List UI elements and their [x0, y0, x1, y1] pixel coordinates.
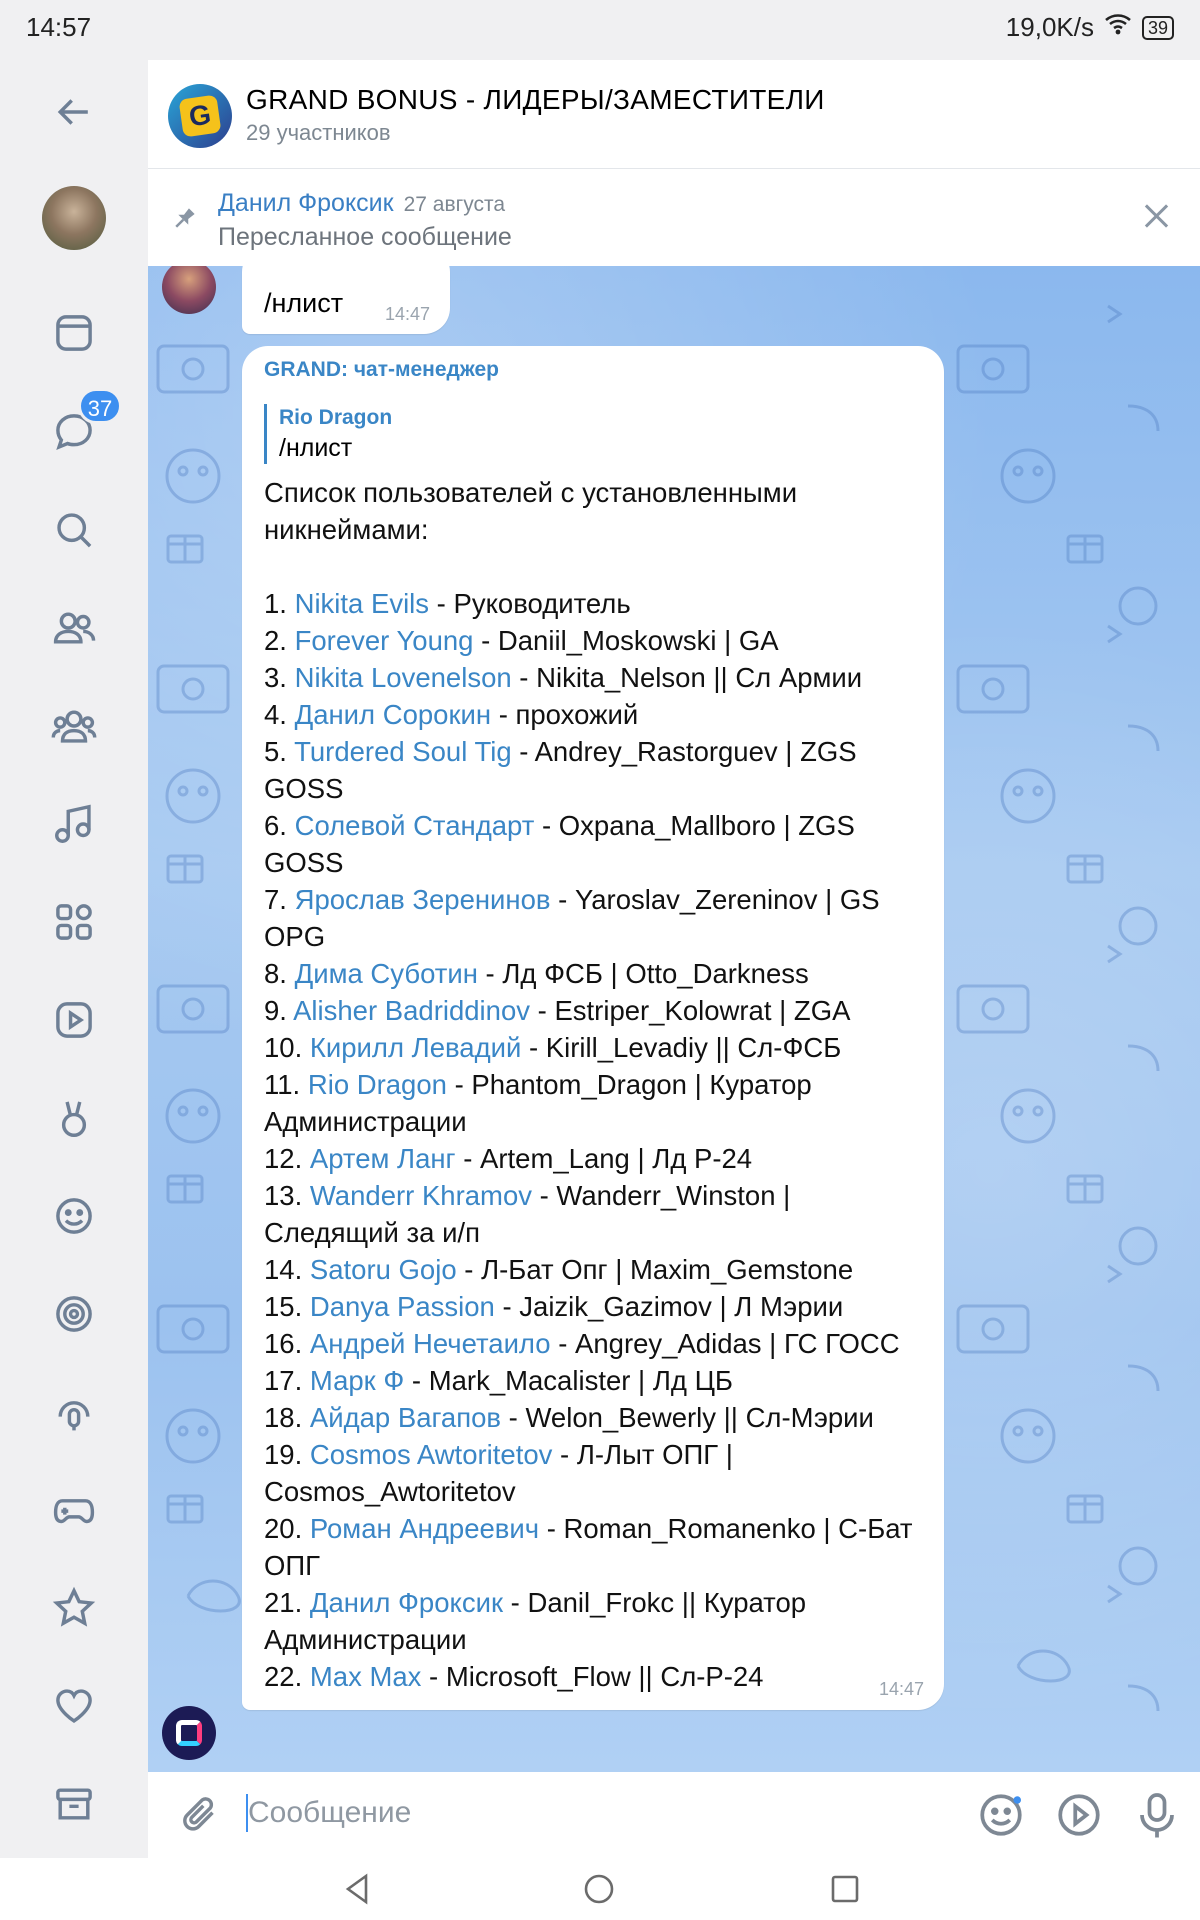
list-item: [264, 696, 924, 733]
list-item-number: 21.: [264, 1587, 303, 1618]
list-item: [264, 1436, 924, 1510]
message-composer: [148, 1772, 1200, 1858]
reply-author: Rio Dragon: [279, 406, 393, 429]
group-avatar-logo: G: [179, 95, 222, 138]
list-item-number: 12.: [264, 1143, 303, 1174]
list-item: [264, 992, 924, 1029]
list-item-number: 14.: [264, 1254, 303, 1285]
close-icon[interactable]: [1140, 199, 1174, 233]
message-bubble[interactable]: [242, 266, 450, 334]
bot-logo-icon: [176, 1720, 202, 1746]
list-item-description: - Phantom_Dragon | Куратор Администрации: [264, 1069, 812, 1137]
reply-text: /нлист: [279, 434, 353, 462]
pin-icon: [164, 199, 204, 239]
user-mention-link[interactable]: Солевой Стандарт: [294, 810, 535, 841]
games-icon[interactable]: [44, 1480, 104, 1540]
list-item-description: - Jaizik_Gazimov | Л Мэрии: [494, 1291, 844, 1322]
music-icon[interactable]: [44, 794, 104, 854]
profile-avatar[interactable]: [42, 186, 106, 250]
list-item-description: - Kirill_Levadiy || Сл-ФСБ: [521, 1032, 842, 1063]
pinned-sender-name: Данил Фроксик: [218, 189, 394, 217]
list-item: [264, 585, 924, 622]
user-mention-link[interactable]: Max Max: [309, 1661, 422, 1692]
likes-icon[interactable]: [44, 1676, 104, 1736]
list-item: [264, 881, 924, 955]
user-mention-link[interactable]: Ярослав Зеренинов: [294, 884, 551, 915]
user-mention-link[interactable]: Danya Passion: [309, 1291, 495, 1322]
list-item-number: 19.: [264, 1439, 303, 1470]
list-item-number: 11.: [264, 1069, 301, 1100]
user-mention-link[interactable]: Satoru Gojo: [309, 1254, 457, 1285]
list-item: [264, 733, 924, 807]
wifi-icon: [1104, 12, 1132, 43]
list-item-number: 15.: [264, 1291, 303, 1322]
list-item-description: - Oxpana_Mallboro | ZGS GOSS: [264, 810, 855, 878]
pinned-text: Пересланное сообщение: [218, 223, 512, 251]
list-item-description: - Nikita_Nelson || Сл Армии: [511, 662, 863, 693]
archive-icon[interactable]: [44, 1774, 104, 1834]
list-item-description: - Andrey_Rastorguev | ZGS GOSS: [264, 736, 857, 804]
list-item: [264, 622, 924, 659]
list-item: [264, 955, 924, 992]
status-time: 14:57: [26, 12, 92, 42]
list-item-description: - Welon_Bewerly || Сл-Мэрии: [501, 1402, 874, 1433]
list-item: [264, 1399, 924, 1436]
message-bubble[interactable]: [242, 346, 944, 1710]
list-item: [264, 1066, 924, 1140]
list-item-description: - Mark_Macalister | Лд ЦБ: [404, 1365, 733, 1396]
user-mention-link[interactable]: Forever Young: [294, 625, 474, 656]
user-mention-link[interactable]: Turdered Soul Tig: [294, 736, 512, 767]
list-item: [264, 1251, 924, 1288]
video-icon[interactable]: [44, 990, 104, 1050]
back-arrow-icon[interactable]: [44, 82, 104, 142]
podcast-icon[interactable]: [44, 1382, 104, 1442]
list-item-description: - Microsoft_Flow || Сл-Р-24: [421, 1661, 764, 1692]
attach-icon[interactable]: [178, 1792, 224, 1838]
user-mention-link[interactable]: Cosmos Awtoritetov: [309, 1439, 553, 1470]
list-item-description: - Руководитель: [429, 588, 631, 619]
user-mention-link[interactable]: Nikita Lovenelson: [294, 662, 512, 693]
user-mention-link[interactable]: Роман Андреевич: [309, 1513, 540, 1544]
list-item-number: 9.: [264, 995, 287, 1026]
list-item-number: 4.: [264, 699, 287, 730]
nav-home-icon[interactable]: [582, 1872, 616, 1906]
list-item-number: 2.: [264, 625, 287, 656]
pinned-sender: [218, 189, 505, 218]
stickers-icon[interactable]: [44, 1186, 104, 1246]
blank-line: [264, 548, 924, 585]
pinned-date: 27 августа: [403, 193, 506, 216]
list-item: [264, 807, 924, 881]
unread-badge: 37: [78, 388, 122, 424]
left-navigation-rail: [0, 0, 148, 1858]
saved-icon[interactable]: [44, 303, 104, 363]
list-item: [264, 1325, 924, 1362]
list-item: [264, 1177, 924, 1251]
list-item-description: - Artem_Lang | Лд Р-24: [455, 1143, 753, 1174]
user-mention-link[interactable]: Wanderr Khramov: [309, 1180, 532, 1211]
message-text: /нлист: [264, 288, 344, 318]
list-item-number: 1.: [264, 588, 287, 619]
list-item: [264, 1584, 924, 1658]
list-item-description: - Angrey_Adidas | ГС ГОСС: [550, 1328, 900, 1359]
mic-icon[interactable]: [1132, 1790, 1182, 1840]
list-item-number: 13.: [264, 1180, 303, 1211]
list-item-description: - Л-Бат Опг | Maxim_Gemstone: [456, 1254, 854, 1285]
user-mention-link[interactable]: Nikita Evils: [294, 588, 430, 619]
user-mention-link[interactable]: Данил Сорокин: [294, 699, 492, 730]
list-item: [264, 1140, 924, 1177]
list-item-number: 17.: [264, 1365, 303, 1396]
search-icon[interactable]: [44, 500, 104, 560]
list-item-description: - Roman_Romanenko | С-Бат ОПГ: [264, 1513, 913, 1581]
list-item: [264, 1658, 924, 1695]
list-item-description: - Daniil_Moskowski | GA: [473, 625, 779, 656]
list-item-description: - Л-Лыт ОПГ | Cosmos_Awtoritetov: [264, 1439, 733, 1507]
user-mention-link[interactable]: Кирилл Левадий: [309, 1032, 522, 1063]
list-item-number: 22.: [264, 1661, 303, 1692]
list-item: [264, 1510, 924, 1584]
list-item: [264, 1029, 924, 1066]
status-right: [1006, 12, 1174, 43]
message-time: 14:47: [878, 1679, 924, 1699]
user-mention-link[interactable]: Данил Фроксик: [309, 1587, 504, 1618]
bot-avatar[interactable]: [162, 1706, 216, 1760]
favorites-icon[interactable]: [44, 1578, 104, 1638]
list-item-number: 6.: [264, 810, 287, 841]
user-mention-link[interactable]: Марк Ф: [309, 1365, 405, 1396]
list-item-description: - Yaroslav_Zereninov | GS OPG: [264, 884, 880, 952]
list-item: [264, 1362, 924, 1399]
list-item-number: 8.: [264, 958, 287, 989]
message-sender[interactable]: GRAND: чат-менеджер: [264, 358, 499, 381]
list-item-description: - Danil_Frokc || Куратор Администрации: [264, 1587, 807, 1655]
clips-icon[interactable]: [44, 1088, 104, 1148]
list-item-number: 3.: [264, 662, 287, 693]
list-item-number: 18.: [264, 1402, 303, 1433]
list-item-number: 20.: [264, 1513, 303, 1544]
list-item-number: 7.: [264, 884, 287, 915]
emoji-icon[interactable]: [976, 1790, 1026, 1840]
members-count: 29 участников: [246, 120, 391, 145]
system-navigation-bar: [0, 1858, 1200, 1920]
list-item-number: 10.: [264, 1032, 303, 1063]
list-item-number: 5.: [264, 736, 287, 767]
list-item-description: - Wanderr_Winston | Следящий за и/п: [264, 1180, 791, 1248]
user-mention-link[interactable]: Rio Dragon: [307, 1069, 447, 1100]
user-mention-link[interactable]: Айдар Вагапов: [309, 1402, 502, 1433]
nickname-list: [264, 585, 924, 1695]
list-item: [264, 1288, 924, 1325]
chat-header[interactable]: [148, 60, 1200, 168]
reply-quote[interactable]: [264, 404, 924, 464]
battery-indicator: 39: [1142, 16, 1174, 40]
user-mention-link[interactable]: Артем Ланг: [309, 1143, 456, 1174]
nav-recents-icon[interactable]: [828, 1872, 862, 1906]
user-mention-link[interactable]: Дима Суботин: [294, 958, 478, 989]
message-input[interactable]: Сообщение: [248, 1796, 412, 1829]
status-bar: [0, 0, 1200, 60]
list-item-description: - прохожий: [491, 699, 639, 730]
message-time: 14:47: [384, 304, 430, 324]
network-speed: 19,0K/s: [1005, 12, 1094, 42]
group-avatar[interactable]: [168, 84, 232, 148]
target-icon[interactable]: [44, 1284, 104, 1344]
nav-back-icon[interactable]: [340, 1872, 374, 1906]
user-mention-link[interactable]: Alisher Badriddinov: [293, 995, 530, 1026]
play-icon[interactable]: [1054, 1790, 1104, 1840]
list-item-description: - Лд ФСБ | Otto_Darkness: [477, 958, 809, 989]
pinned-message-bar[interactable]: [148, 168, 1200, 266]
list-item-number: 16.: [264, 1328, 303, 1359]
group-title: GRAND BONUS - ЛИДЕРЫ/ЗАМЕСТИТЕЛИ: [246, 84, 825, 115]
chat-area[interactable]: [148, 266, 1200, 1772]
message-body: [264, 474, 924, 1695]
groups-icon[interactable]: [44, 696, 104, 756]
user-mention-link[interactable]: Андрей Нечетаило: [309, 1328, 551, 1359]
message-intro: Список пользователей с установленными никнеймами:: [264, 477, 798, 545]
list-item: [264, 659, 924, 696]
list-item-description: - Estriper_Kolowrat | ZGA: [530, 995, 851, 1026]
contacts-icon[interactable]: [44, 598, 104, 658]
apps-icon[interactable]: [44, 892, 104, 952]
